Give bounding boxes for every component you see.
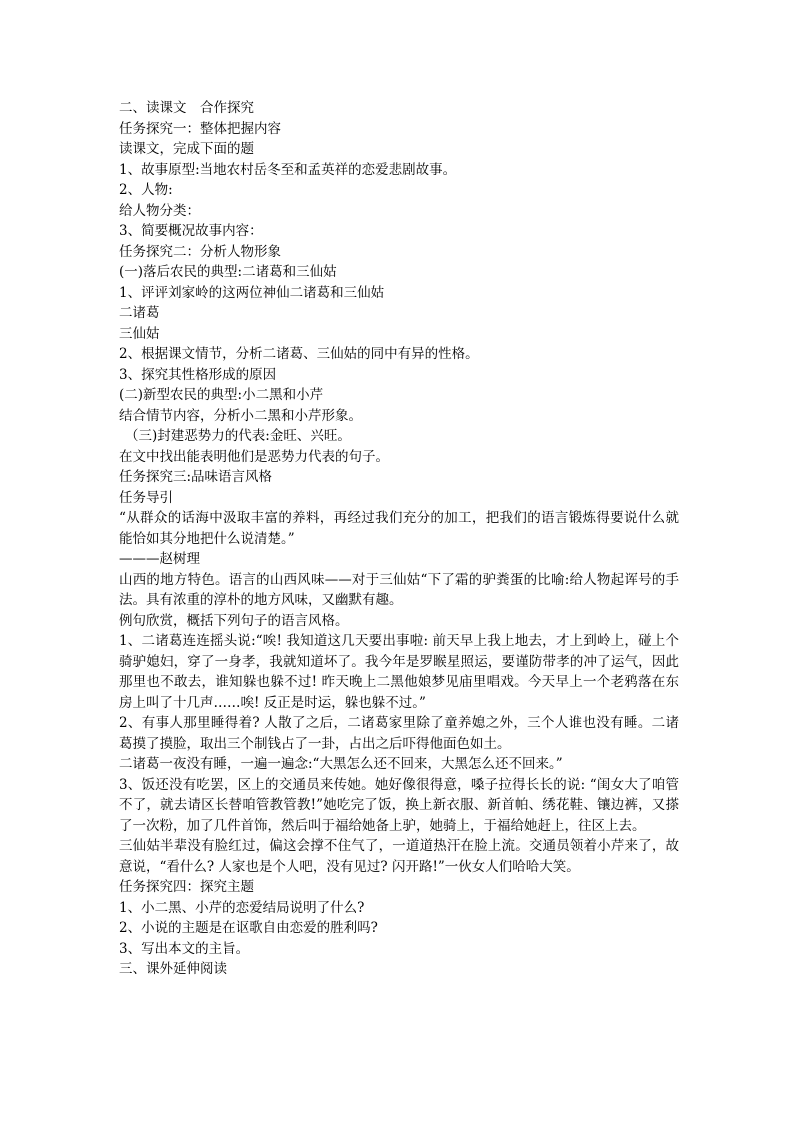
document-page — [119, 98, 679, 980]
task-heading: 任务探究二：分析人物形象 — [119, 243, 281, 260]
quote-author: ———赵树理 — [119, 551, 200, 567]
task-heading: 任务探究一：整体把握内容 — [119, 120, 281, 137]
section-heading: 三、课外延伸阅读 — [119, 961, 227, 977]
example-paragraph: 1、二诸葛连连摇头说:“唉! 我知道这几天要出事啦: 前天早上我上地去，才上到岭上，碰上个骑驴媳妇，穿了一身孝，我就知道坏了。我今年是罗睺星照运，要谨防带孝的冲了运气，因此那里也不敢去，谁知躲也躲不过! 昨天晚上二黑他娘梦见庙里唱戏。今天早上一个老鸦落在东房上叫了十几声……唉! 反正是时运，躲也躲不过。” — [119, 633, 679, 711]
dialect-paragraph: 山西的地方特色。语言的山西风味——对于三仙姑“下了霜的驴粪蛋的比喻:给人物起诨号的手法。具有浓重的淳朴的地方风味，又幽默有趣。 — [119, 571, 679, 608]
section-heading: 二、读课文 合作探究 — [119, 100, 254, 116]
text-line: 在文中找出能表明他们是恶势力代表的句子。 — [119, 448, 389, 465]
text-line: 给人物分类： — [119, 202, 200, 219]
text-line: (一)落后农民的典型:二诸葛和三仙姑 — [119, 264, 337, 280]
text-line: 2、根据课文情节，分析二诸葛、三仙姑的同中有异的性格。 — [119, 346, 479, 362]
text-line: 三仙姑 — [119, 325, 160, 342]
text-line: 3、写出本文的主旨。 — [119, 940, 250, 957]
example-paragraph: 三仙姑半辈没有脸红过，偏这会撑不住气了，一道道热汗在脸上流。交通员领着小芹来了，故意说，“看什么? 人家也是个人吧，没有见过? 闪开路!”一伙女人们哈哈大笑。 — [119, 838, 679, 875]
text-line: 3、简要概况故事内容： — [119, 223, 263, 239]
task-heading: 任务探究三:品味语言风格 — [119, 469, 273, 485]
text-line: （三)封建恶势力的代表:金旺、兴旺。 — [125, 428, 351, 444]
task-heading: 任务探究四：探究主题 — [119, 879, 254, 895]
text-line: 读课文，完成下面的题 — [119, 141, 254, 157]
example-paragraph: 二诸葛一夜没有睡，一遍一遍念:“大黑怎么还不回来，大黑怎么还不回来。” — [119, 756, 563, 772]
text-line: (二)新型农民的典型:小二黑和小芹 — [119, 387, 324, 403]
quote-paragraph: “从群众的话海中汲取丰富的养料，再经过我们充分的加工，把我们的语言锻炼得要说什么就能恰如其分地把什么说清楚。” — [119, 510, 679, 547]
text-line: 3、探究其性格形成的原因 — [119, 366, 277, 383]
text-line: 1、评评刘家岭的这两位神仙二诸葛和三仙姑 — [119, 284, 385, 301]
text-line: 结合情节内容，分析小二黑和小芹形象。 — [119, 407, 362, 424]
text-line: 二诸葛 — [119, 305, 160, 321]
text-line: 2、小说的主题是在讴歌自由恋爱的胜利吗? — [119, 920, 378, 936]
example-intro: 例句欣赏，概括下列句子的语言风格。 — [119, 612, 349, 629]
text-line: 任务导引 — [119, 489, 173, 506]
text-line: 1、故事原型:当地农村岳冬至和孟英祥的恋爱悲剧故事。 — [119, 161, 457, 178]
example-paragraph: 2、有事人那里睡得着? 人散了之后，二诸葛家里除了童养媳之外，三个人谁也没有睡。二诸葛摸了摸脸，取出三个制钱占了一卦，占出之后吓得他面色如土。 — [119, 715, 679, 752]
text-line: 1、小二黑、小芹的恋爱结局说明了什么? — [119, 899, 365, 916]
example-paragraph: 3、饭还没有吃罢，区上的交通员来传她。她好像很得意，嗓子拉得长长的说: “闺女大了咱管不了，就去请区长替咱管教管教!”她吃完了饭，换上新衣服、新首帕、绣花鞋、镶边裤，又搽了一次粉，加了几件首饰，然后叫于福给她备上驴，她骑上，于福给她赶上，往区上去。 — [119, 776, 679, 834]
text-line: 2、人物: — [119, 182, 173, 198]
